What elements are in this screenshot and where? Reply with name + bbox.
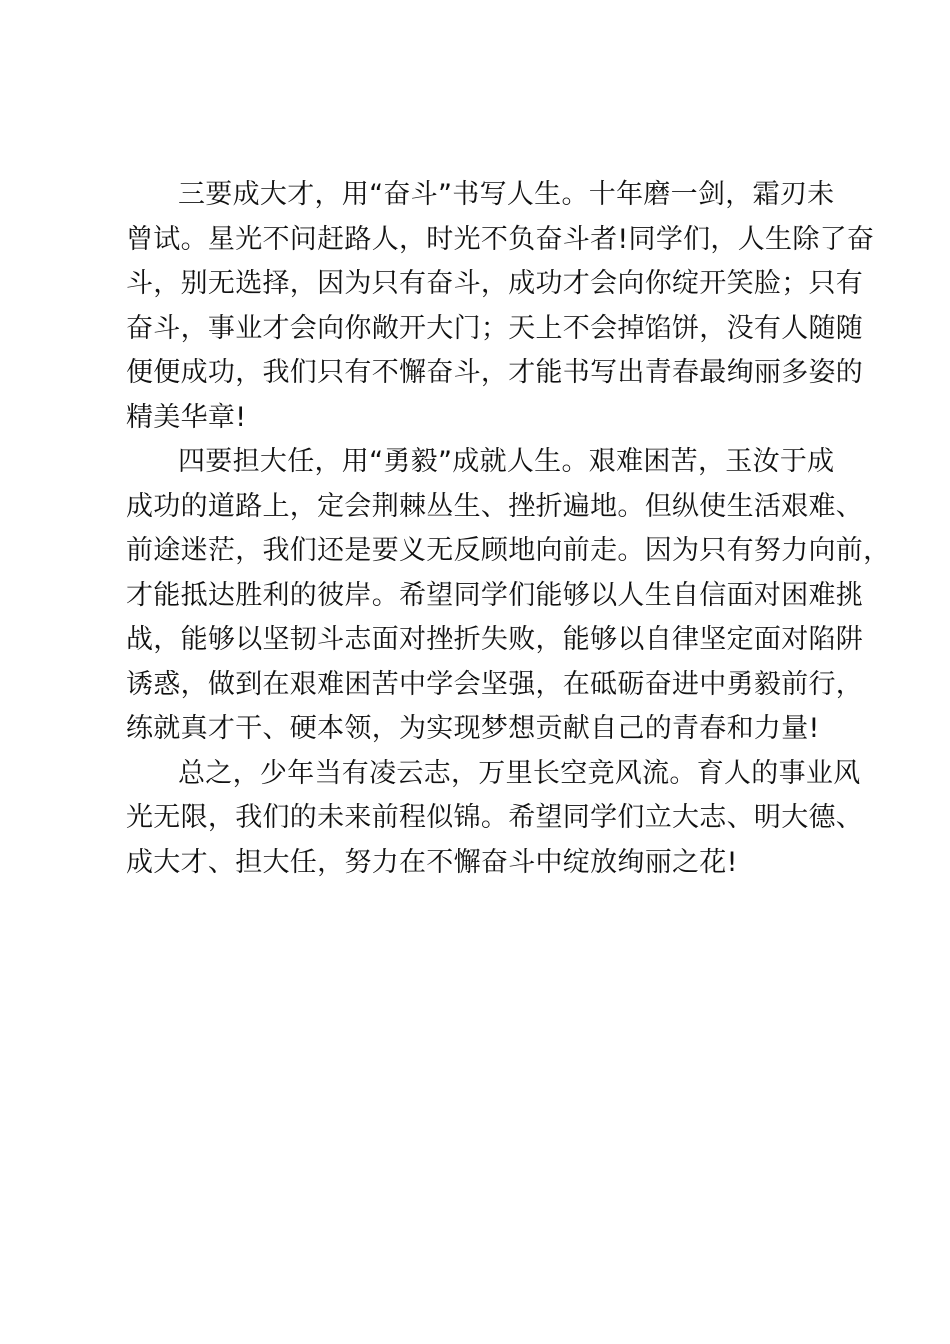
paragraph-line: 成大才、担大任，努力在不懈奋斗中绽放绚丽之花! <box>126 846 738 878</box>
paragraph-line: 练就真才干、硬本领，为实现梦想贡献自己的青春和力量! <box>126 713 820 744</box>
paragraph-line: 总之，少年当有凌云志，万里长空竞风流。育人的事业风 <box>178 757 861 789</box>
paragraph-line: 光无限，我们的未来前程似锦。希望同学们立大志、明大德、 <box>126 802 864 833</box>
document-body <box>126 173 891 885</box>
paragraph-line: 便便成功，我们只有不懈奋斗，才能书写出青春最绚丽多姿的 <box>126 357 864 388</box>
paragraph-line: 奋斗，事业才会向你敞开大门；天上不会掉馅饼，没有人随随 <box>126 312 864 344</box>
paragraph-line: 才能抵达胜利的彼岸。希望同学们能够以人生自信面对困难挑 <box>126 579 864 611</box>
paragraph-2 <box>126 440 891 752</box>
paragraph-line: 曾试。星光不问赶路人，时光不负奋斗者!同学们，人生除了奋 <box>126 223 875 255</box>
paragraph-line: 前途迷茫，我们还是要义无反顾地向前走。因为只有努力向前， <box>126 535 891 566</box>
paragraph-line: 战，能够以坚韧斗志面对挫折失败，能够以自律坚定面对陷阱 <box>126 624 864 655</box>
paragraph-1 <box>126 173 875 440</box>
paragraph-line: 三要成大才，用“奋斗”书写人生。十年磨一剑，霜刃未 <box>178 179 835 210</box>
paragraph-3 <box>126 752 864 886</box>
paragraph-line: 精美华章! <box>126 401 247 433</box>
paragraph-line: 四要担大任，用“勇毅”成就人生。艰难困苦，玉汝于成 <box>178 446 835 477</box>
paragraph-line: 成功的道路上，定会荆棘丛生、挫折遍地。但纵使生活艰难、 <box>126 490 864 522</box>
paragraph-line: 斗，别无选择，因为只有奋斗，成功才会向你绽开笑脸；只有 <box>126 268 864 299</box>
paragraph-line: 诱惑，做到在艰难困苦中学会坚强，在砥砺奋进中勇毅前行， <box>126 668 864 700</box>
